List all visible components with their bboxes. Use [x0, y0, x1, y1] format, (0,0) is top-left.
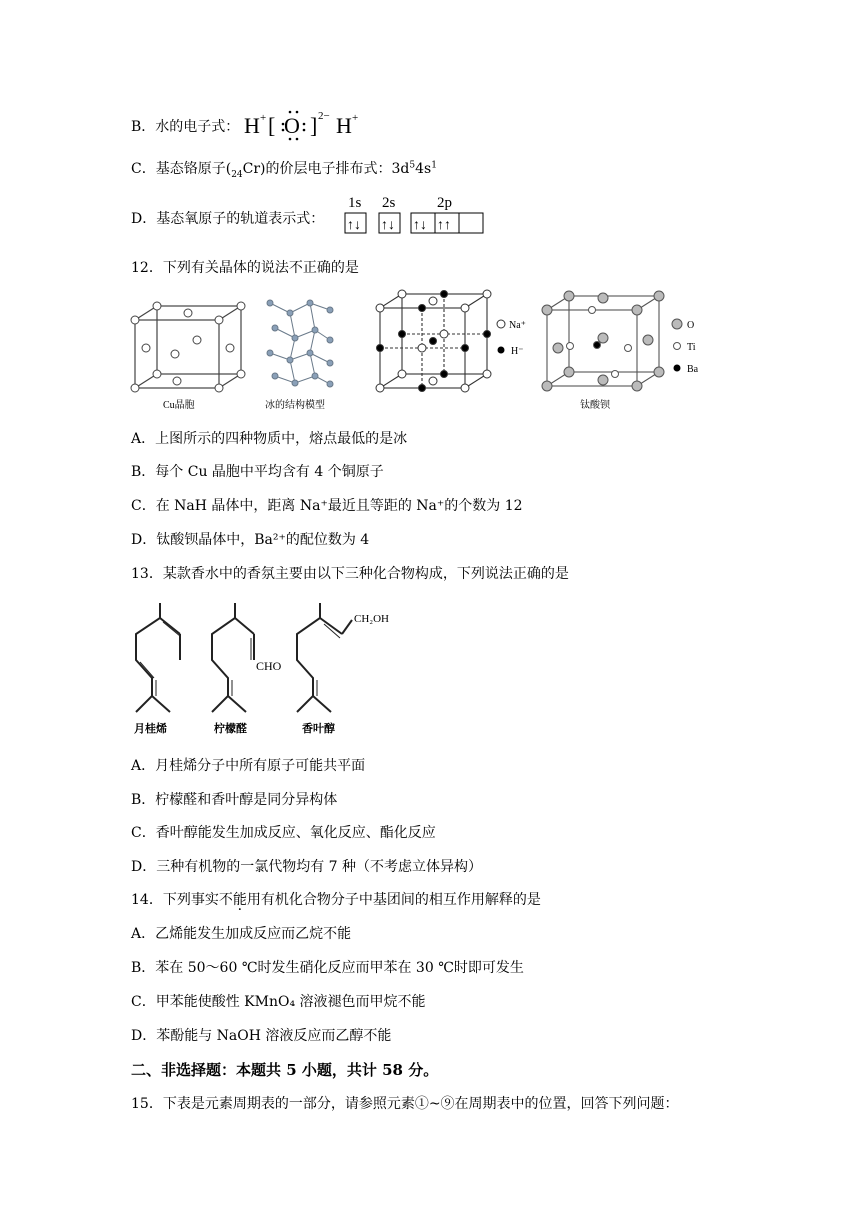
perfume-compound-structures: [130, 598, 410, 738]
q11-option-d: [131, 208, 324, 228]
svg-text:H: H: [244, 113, 260, 138]
q12-option-c: C．在 NaH 晶体中，距离 Na⁺最近且等距的 Na⁺的个数为 12: [131, 498, 523, 514]
orbital-label-2s: 2s: [382, 195, 396, 211]
caption-cu: Cu晶胞: [163, 400, 195, 411]
q12-stem: 12．下列有关晶体的说法不正确的是: [131, 260, 359, 276]
q14-option-c: C．甲苯能使酸性 KMnO₄ 溶液褪色而甲烷不能: [131, 994, 426, 1010]
q11-c-sub: 24: [231, 169, 243, 180]
caption-ice: 冰的结构模型: [265, 400, 325, 411]
svg-text:↑↑: ↑↑: [437, 218, 451, 233]
q11-option-b: [131, 116, 239, 136]
label-geraniol: 香叶醇: [302, 723, 335, 735]
svg-text:O: O: [284, 113, 300, 138]
q13-option-b: B．柠檬醛和香叶醇是同分异构体: [131, 792, 338, 808]
q11-option-b-label: B．水的电子式：: [131, 119, 240, 135]
svg-text:↑↓: ↑↓: [347, 218, 361, 233]
orbital-label-1s: 1s: [348, 195, 362, 211]
legend-h: H⁻: [511, 346, 524, 357]
q15-stem: 15．下表是元素周期表的一部分，请参照元素①~⑨在周期表中的位置，回答下列问题：: [131, 1096, 679, 1112]
svg-text:↑↓: ↑↓: [381, 218, 395, 233]
svg-text:+: +: [260, 112, 267, 124]
q11-option-c: [131, 158, 437, 180]
q13-option-d: D．三种有机物的一氯代物均有 7 种（不考虑立体异构）: [131, 859, 483, 875]
label-citral: 柠檬醛: [214, 723, 247, 735]
q13-option-c: C．香叶醇能发生加成反应、氧化反应、酯化反应: [131, 825, 436, 841]
caption-batio3: 钛酸钡: [580, 400, 610, 411]
q14-stem-b: 用有机化合物分子中基团间的相互作用解释的是: [246, 892, 541, 908]
crystal-figures: [125, 288, 725, 413]
q11-c-sup2: 1: [431, 160, 437, 171]
water-electron-formula: [244, 103, 374, 143]
group-ch2oh: CH₂OH: [354, 613, 390, 625]
q13-stem: 13．某款香水中的香氛主要由以下三种化合物构成，下列说法正确的是: [131, 566, 569, 582]
q11-c-prefix: C．基态铬原子(: [131, 161, 232, 177]
q11-c-sup1: 5: [409, 160, 416, 171]
ice-structure-model: [267, 300, 333, 387]
q14-stem-emphasis: 能: [232, 892, 247, 908]
legend-o: O: [687, 320, 695, 331]
q11-c-el: Cr)的价层电子排布式：3d: [242, 161, 410, 177]
label-myrcene: 月桂烯: [134, 723, 167, 735]
q14-option-d: D．苯酚能与 NaOH 溶液反应而乙醇不能: [131, 1028, 392, 1044]
oxygen-orbital-diagram: [344, 191, 484, 235]
q14-stem-a: 14．下列事实不: [131, 892, 233, 908]
q14-option-a: A．乙烯能发生加成反应而乙烷不能: [131, 926, 352, 942]
svg-text:[: [: [268, 113, 276, 138]
q11-option-d-label: D．基态氧原子的轨道表示式：: [131, 211, 325, 227]
q12-option-d: D．钛酸钡晶体中，Ba²⁺的配位数为 4: [131, 532, 370, 548]
svg-text:+: +: [352, 112, 359, 124]
legend-ti: Ti: [687, 342, 696, 353]
legend-na: Na⁺: [509, 320, 526, 331]
q12-option-a: A．上图所示的四种物质中，熔点最低的是冰: [131, 431, 408, 447]
q14-option-b: B．苯在 50～60 ℃时发生硝化反应而甲苯在 30 ℃时即可发生: [131, 960, 524, 976]
group-cho: CHO: [256, 659, 282, 673]
svg-text:]: ]: [310, 113, 318, 138]
svg-text:2−: 2−: [318, 110, 330, 122]
q14-stem: [131, 889, 541, 909]
cu-unit-cell: [135, 306, 241, 388]
svg-text:H: H: [336, 113, 352, 138]
q13-option-a: A．月桂烯分子中所有原子可能共平面: [131, 758, 366, 774]
section-two-heading: 二、非选择题：本题共 5 小题，共计 58 分。: [131, 1061, 439, 1079]
legend-ba: Ba: [687, 364, 699, 375]
svg-text:↑↓: ↑↓: [413, 218, 427, 233]
q12-option-b: B．每个 Cu 晶胞中平均含有 4 个铜原子: [131, 464, 384, 480]
orbital-label-2p: 2p: [437, 195, 452, 211]
q11-c-mid: 4s: [415, 161, 432, 177]
